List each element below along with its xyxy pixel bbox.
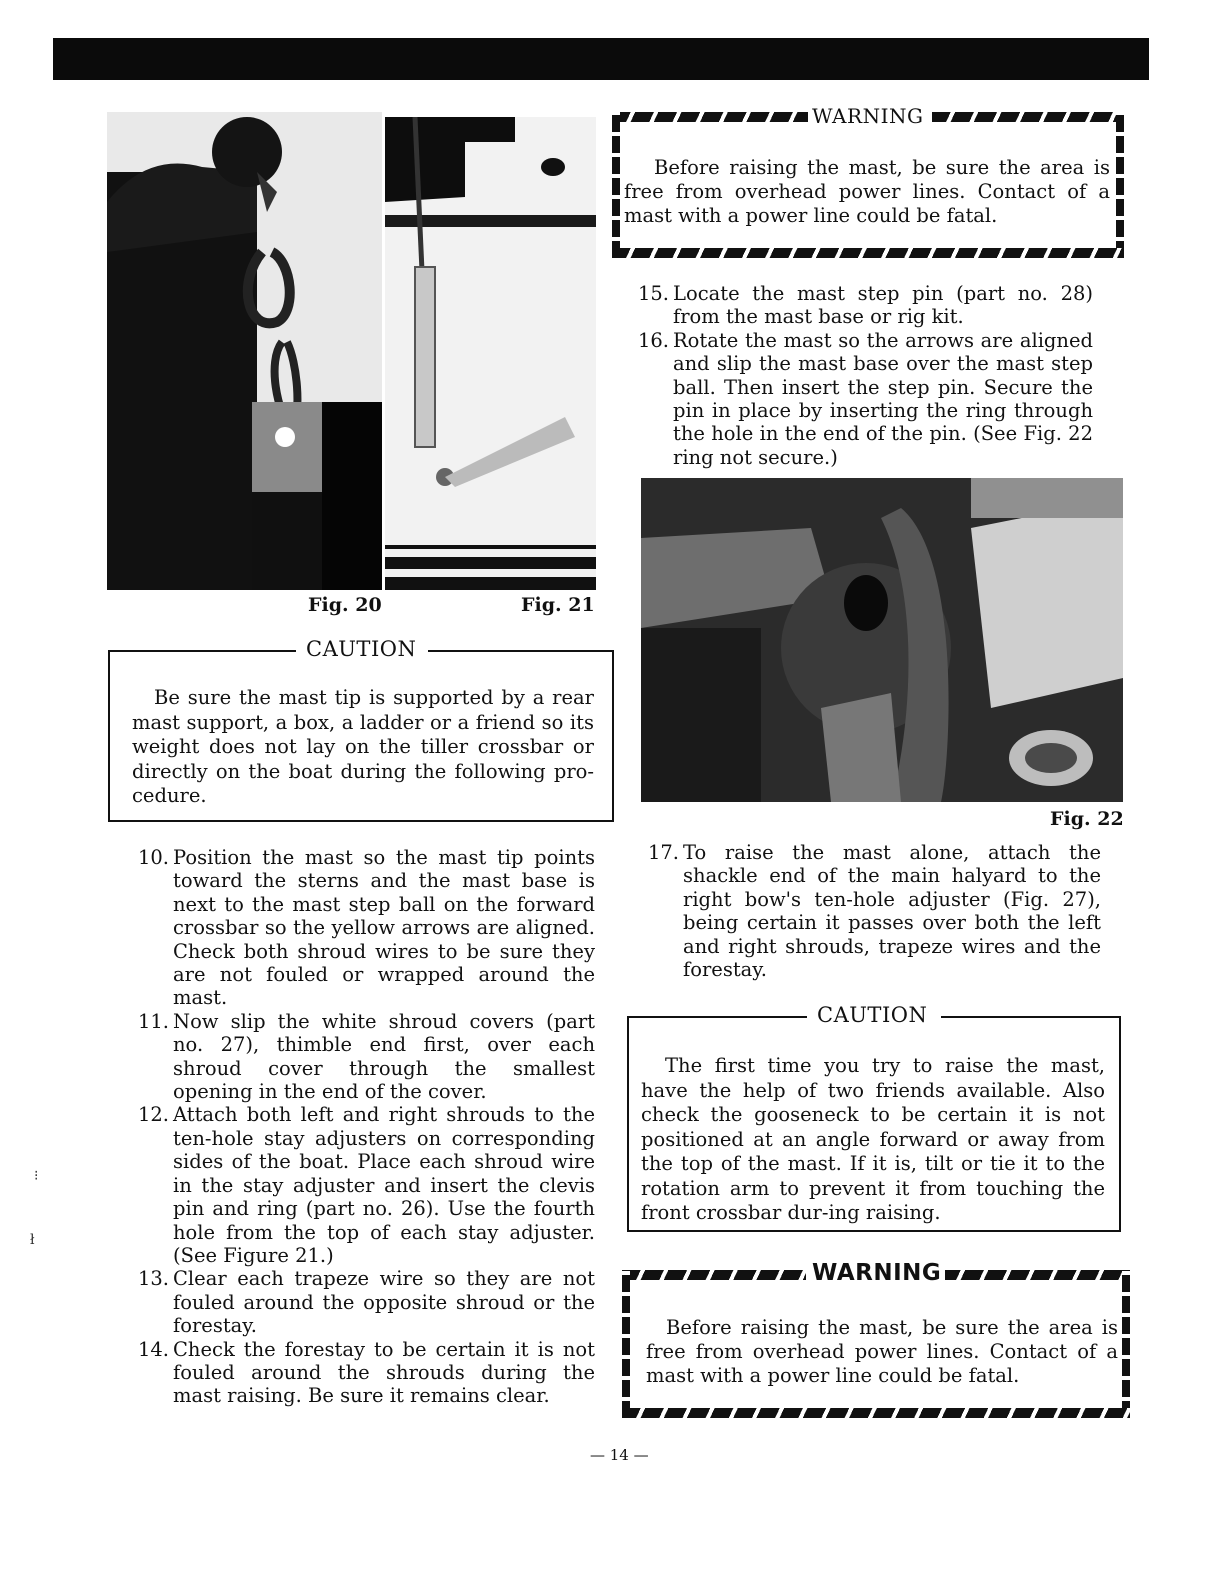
caution-box-right <box>627 1003 1121 1232</box>
caution-title: CAUTION <box>306 637 417 661</box>
step-number: 11. <box>137 1009 169 1033</box>
step-text: Attach both left and right shrouds to the ten-hole stay adjusters on corresponding sides of the boat. Place each shroud wire in the stay adjuster and insert the clevis pin and ring (part no. 26). Use the fourth hole from the top of each stay adjuster. (See Figure 21.) <box>173 1103 595 1267</box>
header-bar <box>53 38 1149 80</box>
list-item <box>137 1267 595 1338</box>
list-item <box>137 846 595 1010</box>
step-number: 12. <box>137 1103 169 1127</box>
warning-box-top <box>612 104 1124 258</box>
steps-list-10-14 <box>137 846 595 1408</box>
step-number: 17. <box>647 841 679 864</box>
step-number: 14. <box>137 1337 169 1361</box>
steps-list-15-16 <box>637 282 1093 469</box>
step-text: Now slip the white shroud covers (part no. 27), thimble end first, over each shroud cover through the smallest opening in the end of the cover. <box>173 1009 595 1104</box>
list-item <box>637 282 1093 329</box>
step-text: To raise the mast alone, attach the shackle end of the main halyard to the right bow's ten-hole adjuster (Fig. 27), being certain it passes over both the left and right shrouds, trapeze wires and the forestay. <box>683 841 1101 982</box>
list-item <box>137 1337 595 1408</box>
page-number: — 14 — <box>590 1446 649 1464</box>
warning-text: Before raising the mast, be sure the area is free from overhead power lines. Contact of a mast with a power line could be fatal. <box>646 1316 1118 1387</box>
caution-title: CAUTION <box>817 1003 928 1027</box>
fig20-photo <box>107 112 382 590</box>
list-item <box>637 328 1093 469</box>
step-text: Locate the mast step pin (part no. 28) from the mast base or rig kit. <box>673 282 1093 329</box>
step-number: 15. <box>637 282 669 305</box>
fig22-photo <box>641 478 1123 802</box>
step-number: 16. <box>637 328 669 352</box>
list-item <box>647 841 1101 982</box>
caution-text: Be sure the mast tip is supported by a rear mast support, a box, a ladder or a friend so its weight does not lay on the tiller crossbar or directly on the boat during the following pro-cedure. <box>132 686 594 807</box>
warning-title: WARNING <box>808 104 927 128</box>
fig20-caption: Fig. 20 <box>308 594 382 616</box>
fig22-caption: Fig. 22 <box>1050 808 1124 830</box>
step-text: Position the mast so the mast tip points toward the sterns and the mast base is next to the mast step ball on the forward crossbar so the yellow arrows are aligned. Check both shroud wires to be sure they are not fouled or wrapped around the mast. <box>173 846 595 1010</box>
margin-mark: ł <box>30 1232 35 1248</box>
margin-mark: ⁝ <box>34 1168 39 1184</box>
caution-box-left <box>108 637 614 822</box>
warning-text: Before raising the mast, be sure the area is free from overhead power lines. Contact of a mast with a power line could be fatal. <box>624 156 1110 227</box>
step-number: 10. <box>137 846 169 869</box>
step-text: Check the forestay to be certain it is not fouled around the shrouds during the mast raising. Be sure it remains clear. <box>173 1337 595 1408</box>
list-item <box>137 1009 595 1104</box>
step-number: 13. <box>137 1267 169 1291</box>
fig21-caption: Fig. 21 <box>521 594 595 616</box>
step-text: Clear each trapeze wire so they are not fouled around the opposite shroud or the forestay. <box>173 1267 595 1338</box>
caution-text: The first time you try to raise the mast, have the help of two friends available. Also check the gooseneck to be certain it is not positioned at an angle forward or away from the top of the mast. If it is, tilt or tie it to the rotation arm to prevent it from touching the front crossbar dur-ing raising. <box>641 1054 1105 1224</box>
list-item <box>137 1103 595 1267</box>
step-text: Rotate the mast so the arrows are aligned and slip the mast base over the mast step ball. Then insert the step pin. Secure the pin in place by inserting the ring through the hole in the end of the pin. (See Fig. 22 ring not secure.) <box>673 328 1093 469</box>
steps-list-17 <box>647 841 1101 982</box>
warning-box-bottom <box>622 1260 1130 1418</box>
warning-title: WARNING <box>808 1260 945 1286</box>
fig21-photo <box>385 117 596 590</box>
